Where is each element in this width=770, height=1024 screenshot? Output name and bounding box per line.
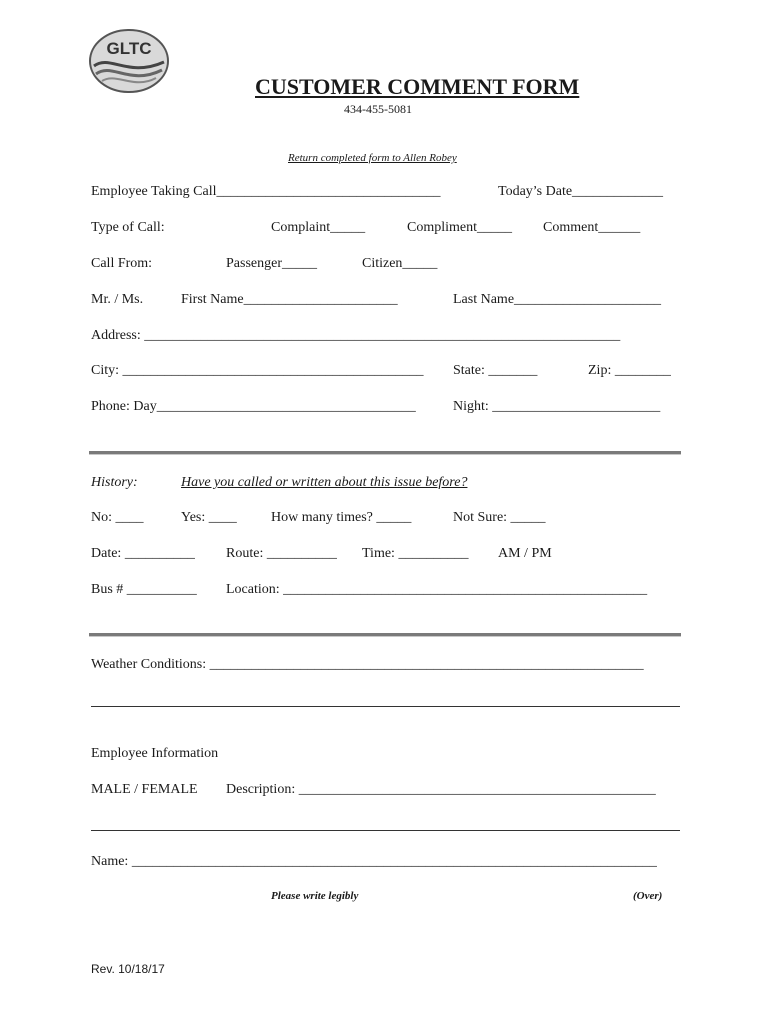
- call-from-label: Call From:: [91, 256, 153, 271]
- no-field[interactable]: No: ____: [91, 510, 144, 525]
- return-note: Return completed form to Allen Robey: [288, 152, 457, 164]
- address-field[interactable]: Address: ____________________________________________________________________: [91, 328, 621, 343]
- male-female-option[interactable]: MALE / FEMALE: [91, 782, 198, 797]
- logo-text: GLTC: [106, 39, 152, 58]
- first-name-field[interactable]: First Name______________________: [181, 292, 398, 307]
- compliment-field[interactable]: Compliment_____: [407, 220, 512, 235]
- city-field[interactable]: City: ___________________________________________: [91, 363, 424, 378]
- date-field[interactable]: Date: __________: [91, 546, 195, 561]
- revision-date: Rev. 10/18/17: [91, 962, 165, 976]
- phone-day-field[interactable]: Phone: Day_____________________________________: [91, 399, 416, 414]
- not-sure-field[interactable]: Not Sure: _____: [453, 510, 546, 525]
- description-field[interactable]: Description: ___________________________________________________: [226, 782, 656, 797]
- name-field[interactable]: Name: ___________________________________________________________________________: [91, 854, 657, 869]
- weather-continuation-line[interactable]: [91, 706, 680, 707]
- route-field[interactable]: Route: __________: [226, 546, 337, 561]
- type-of-call-label: Type of Call:: [91, 220, 165, 235]
- weather-conditions-field[interactable]: Weather Conditions: ______________________________________________________________: [91, 657, 644, 672]
- over-note: (Over): [633, 890, 663, 902]
- phone-number: 434-455-5081: [344, 102, 412, 116]
- zip-field[interactable]: Zip: ________: [588, 363, 671, 378]
- employee-information-heading: Employee Information: [91, 746, 219, 761]
- form-title: CUSTOMER COMMENT FORM: [255, 74, 580, 99]
- comment-field[interactable]: Comment______: [543, 220, 641, 235]
- last-name-field[interactable]: Last Name_____________________: [453, 292, 662, 307]
- am-pm-option[interactable]: AM / PM: [498, 546, 552, 561]
- history-label: History:: [91, 475, 138, 490]
- citizen-field[interactable]: Citizen_____: [362, 256, 438, 271]
- how-many-times-field[interactable]: How many times? _____: [271, 510, 412, 525]
- yes-field[interactable]: Yes: ____: [181, 510, 237, 525]
- phone-night-field[interactable]: Night: ________________________: [453, 399, 661, 414]
- description-continuation-line[interactable]: [91, 830, 680, 831]
- bus-number-field[interactable]: Bus # __________: [91, 582, 197, 597]
- passenger-field[interactable]: Passenger_____: [226, 256, 317, 271]
- mr-ms-label: Mr. / Ms.: [91, 292, 144, 307]
- section-divider: [89, 633, 681, 637]
- gltc-logo: [88, 28, 170, 94]
- complaint-field[interactable]: Complaint_____: [271, 220, 366, 235]
- todays-date-field[interactable]: Today’s Date_____________: [498, 184, 664, 199]
- state-field[interactable]: State: _______: [453, 363, 538, 378]
- employee-taking-call-field[interactable]: Employee Taking Call________________________________: [91, 184, 441, 199]
- history-question: Have you called or written about this issue before?: [181, 475, 468, 490]
- time-field[interactable]: Time: __________: [362, 546, 469, 561]
- location-field[interactable]: Location: ____________________________________________________: [226, 582, 648, 597]
- section-divider: [89, 451, 681, 455]
- write-legibly-note: Please write legibly: [271, 890, 359, 902]
